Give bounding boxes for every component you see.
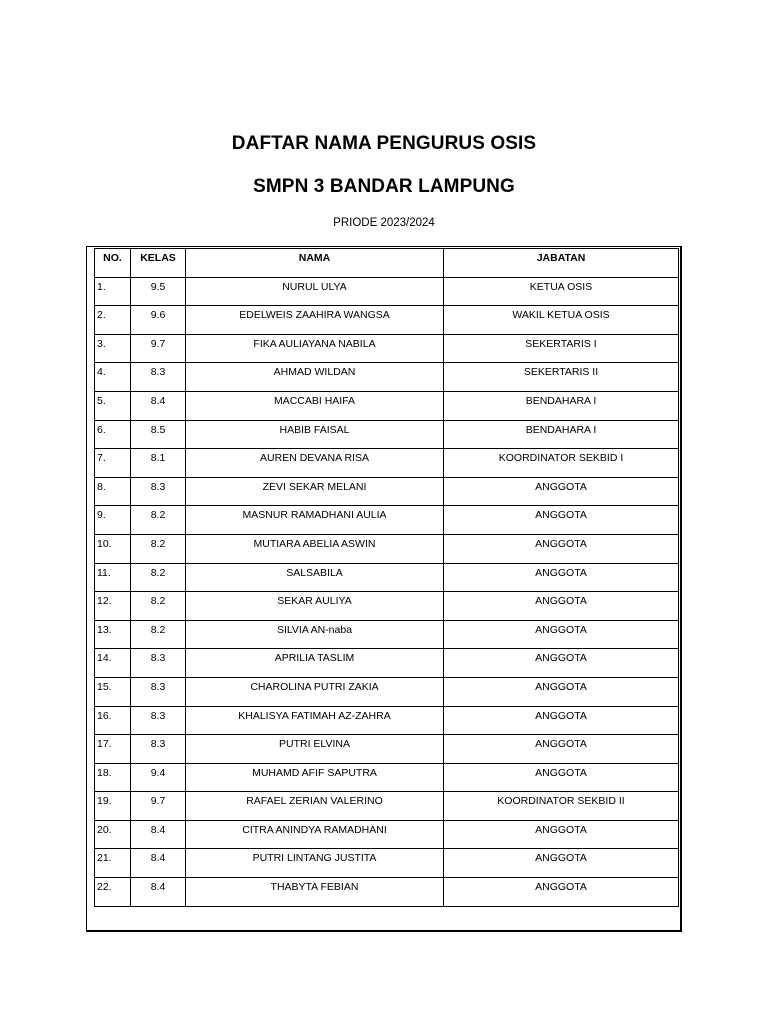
- cell-no: 9.: [95, 506, 131, 535]
- cell-jabatan: SEKERTARIS I: [444, 334, 679, 363]
- cell-jabatan: ANGGOTA: [444, 620, 679, 649]
- cell-no: 12.: [95, 592, 131, 621]
- cell-no: 22.: [95, 878, 131, 907]
- cell-kelas: 8.2: [131, 620, 186, 649]
- table-row: [95, 363, 679, 392]
- cell-kelas: 9.5: [131, 277, 186, 306]
- cell-kelas: 8.3: [131, 363, 186, 392]
- cell-nama: EDELWEIS ZAAHIRA WANGSA: [186, 306, 444, 335]
- table-row: [95, 735, 679, 764]
- cell-jabatan: ANGGOTA: [444, 706, 679, 735]
- table-row: [95, 592, 679, 621]
- cell-nama: FIKA AULIAYANA NABILA: [186, 334, 444, 363]
- cell-kelas: 8.2: [131, 534, 186, 563]
- cell-nama: CITRA ANINDYA RAMADHANI: [186, 820, 444, 849]
- period-label: PRIODE 2023/2024: [333, 217, 435, 229]
- cell-no: 4.: [95, 363, 131, 392]
- cell-nama: MUHAMD AFIF SAPUTRA: [186, 763, 444, 792]
- cell-kelas: 8.4: [131, 820, 186, 849]
- table-row: [95, 391, 679, 420]
- table-row: [95, 763, 679, 792]
- table-row: [95, 677, 679, 706]
- cell-no: 6.: [95, 420, 131, 449]
- school-name: SMPN 3 BANDAR LAMPUNG: [253, 176, 515, 197]
- cell-jabatan: ANGGOTA: [444, 506, 679, 535]
- cell-no: 1.: [95, 277, 131, 306]
- cell-jabatan: ANGGOTA: [444, 820, 679, 849]
- cell-nama: MASNUR RAMADHANI AULIA: [186, 506, 444, 535]
- cell-no: 15.: [95, 677, 131, 706]
- cell-no: 17.: [95, 735, 131, 764]
- cell-nama: ZEVI SEKAR MELANI: [186, 477, 444, 506]
- cell-nama: PUTRI ELVINA: [186, 735, 444, 764]
- cell-nama: AUREN DEVANA RISA: [186, 449, 444, 478]
- column-header-kelas: KELAS: [131, 249, 186, 278]
- cell-jabatan: ANGGOTA: [444, 477, 679, 506]
- table-row: [95, 306, 679, 335]
- cell-no: 19.: [95, 792, 131, 821]
- table-row: [95, 620, 679, 649]
- cell-jabatan: SEKERTARIS II: [444, 363, 679, 392]
- table-row: [95, 449, 679, 478]
- cell-jabatan: ANGGOTA: [444, 735, 679, 764]
- cell-jabatan: KOORDINATOR SEKBID II: [444, 792, 679, 821]
- table-frame: [86, 246, 682, 932]
- cell-nama: PUTRI LINTANG JUSTITA: [186, 849, 444, 878]
- cell-no: 21.: [95, 849, 131, 878]
- cell-nama: THABYTA FEBIAN: [186, 878, 444, 907]
- cell-no: 18.: [95, 763, 131, 792]
- cell-no: 10.: [95, 534, 131, 563]
- cell-nama: HABIB FAISAL: [186, 420, 444, 449]
- cell-jabatan: BENDAHARA I: [444, 391, 679, 420]
- cell-no: 3.: [95, 334, 131, 363]
- table-row: [95, 334, 679, 363]
- column-header-no: NO.: [95, 249, 131, 278]
- cell-kelas: 8.4: [131, 391, 186, 420]
- cell-jabatan: ANGGOTA: [444, 677, 679, 706]
- cell-no: 16.: [95, 706, 131, 735]
- table-header-row: [95, 249, 679, 278]
- cell-nama: CHAROLINA PUTRI ZAKIA: [186, 677, 444, 706]
- cell-kelas: 8.3: [131, 706, 186, 735]
- cell-nama: MACCABI HAIFA: [186, 391, 444, 420]
- table-body: [95, 277, 679, 906]
- cell-kelas: 8.2: [131, 592, 186, 621]
- table-row: [95, 849, 679, 878]
- cell-no: 14.: [95, 649, 131, 678]
- cell-jabatan: KOORDINATOR SEKBID I: [444, 449, 679, 478]
- table-row: [95, 534, 679, 563]
- cell-kelas: 9.7: [131, 334, 186, 363]
- cell-no: 8.: [95, 477, 131, 506]
- table-row: [95, 792, 679, 821]
- cell-kelas: 8.5: [131, 420, 186, 449]
- table-row: [95, 820, 679, 849]
- table-row: [95, 477, 679, 506]
- cell-nama: SILVIA AN-naba: [186, 620, 444, 649]
- cell-kelas: 9.4: [131, 763, 186, 792]
- cell-jabatan: BENDAHARA I: [444, 420, 679, 449]
- cell-no: 13.: [95, 620, 131, 649]
- cell-nama: MUTIARA ABELIA ASWIN: [186, 534, 444, 563]
- cell-kelas: 8.3: [131, 677, 186, 706]
- cell-jabatan: ANGGOTA: [444, 563, 679, 592]
- table-row: [95, 277, 679, 306]
- table-row: [95, 706, 679, 735]
- cell-jabatan: ANGGOTA: [444, 592, 679, 621]
- cell-kelas: 8.4: [131, 878, 186, 907]
- cell-nama: APRILIA TASLIM: [186, 649, 444, 678]
- cell-kelas: 8.3: [131, 735, 186, 764]
- cell-jabatan: ANGGOTA: [444, 849, 679, 878]
- column-header-nama: NAMA: [186, 249, 444, 278]
- cell-no: 5.: [95, 391, 131, 420]
- cell-kelas: 8.2: [131, 563, 186, 592]
- cell-kelas: 8.1: [131, 449, 186, 478]
- cell-nama: AHMAD WILDAN: [186, 363, 444, 392]
- table-row: [95, 420, 679, 449]
- cell-jabatan: ANGGOTA: [444, 878, 679, 907]
- column-header-jabatan: JABATAN: [444, 249, 679, 278]
- cell-jabatan: WAKIL KETUA OSIS: [444, 306, 679, 335]
- cell-nama: KHALISYA FATIMAH AZ-ZAHRA: [186, 706, 444, 735]
- cell-kelas: 8.2: [131, 506, 186, 535]
- table-row: [95, 506, 679, 535]
- cell-no: 7.: [95, 449, 131, 478]
- cell-kelas: 9.6: [131, 306, 186, 335]
- cell-kelas: 9.7: [131, 792, 186, 821]
- cell-nama: SEKAR AULIYA: [186, 592, 444, 621]
- cell-jabatan: ANGGOTA: [444, 763, 679, 792]
- cell-no: 2.: [95, 306, 131, 335]
- table-row: [95, 878, 679, 907]
- cell-kelas: 8.3: [131, 649, 186, 678]
- cell-no: 11.: [95, 563, 131, 592]
- cell-nama: NURUL ULYA: [186, 277, 444, 306]
- cell-jabatan: ANGGOTA: [444, 649, 679, 678]
- document-title: DAFTAR NAMA PENGURUS OSIS: [231, 133, 537, 154]
- table-row: [95, 563, 679, 592]
- cell-jabatan: ANGGOTA: [444, 534, 679, 563]
- cell-nama: SALSABILA: [186, 563, 444, 592]
- cell-kelas: 8.4: [131, 849, 186, 878]
- table-row: [95, 649, 679, 678]
- members-table: [94, 248, 679, 907]
- cell-kelas: 8.3: [131, 477, 186, 506]
- cell-nama: RAFAEL ZERIAN VALERINO: [186, 792, 444, 821]
- cell-jabatan: KETUA OSIS: [444, 277, 679, 306]
- cell-no: 20.: [95, 820, 131, 849]
